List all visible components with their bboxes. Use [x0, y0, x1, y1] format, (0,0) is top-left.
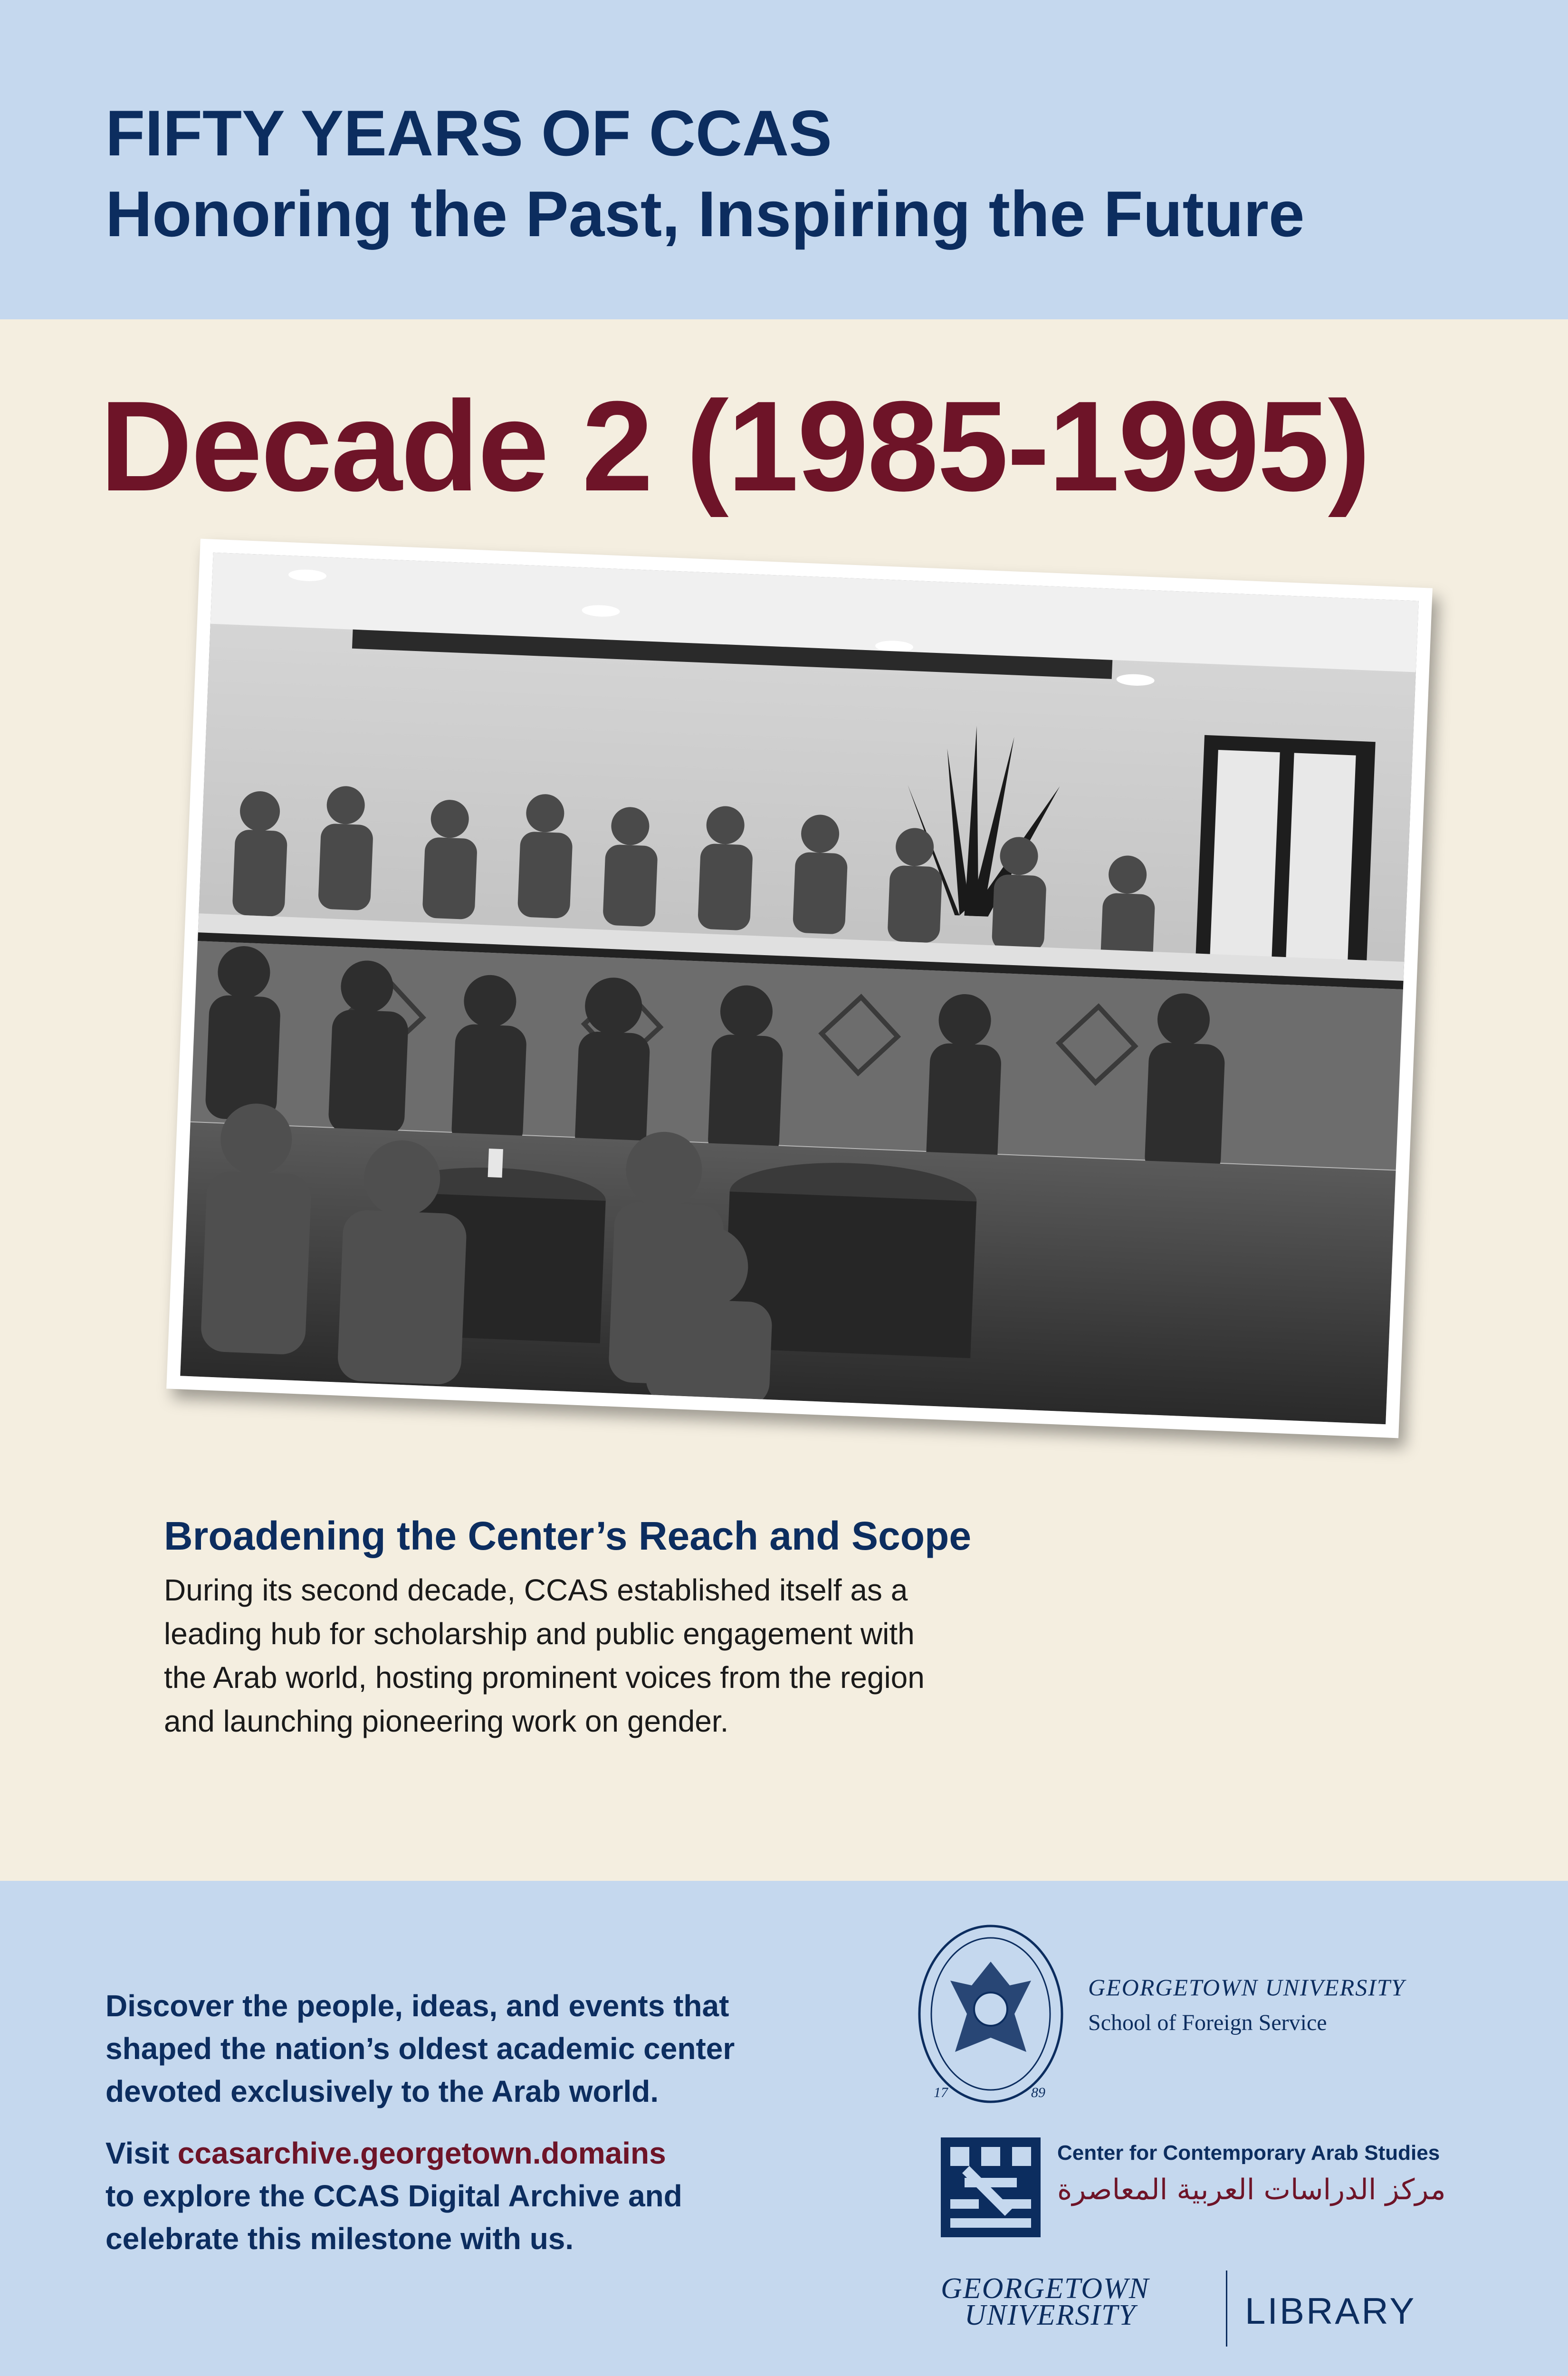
footer-visit-line: celebrate this milestone with us.: [105, 2222, 574, 2256]
sfs-name: School of Foreign Service: [1088, 2010, 1327, 2035]
footer-band: [0, 1881, 1568, 2376]
gu-sfs-logo: [1088, 1974, 1405, 2036]
seal-year-left: 17: [934, 2085, 948, 2100]
archival-group-photo: [180, 553, 1419, 1424]
ccas-logo-icon: [941, 2137, 1041, 2237]
footer-intro-line: Discover the people, ideas, and events that: [105, 1989, 729, 2023]
logo-divider: [1226, 2271, 1227, 2347]
archival-photo-frame: [166, 539, 1433, 1438]
ccas-arabic-name: مركز الدراسات العربية المعاصرة: [1057, 2173, 1446, 2206]
gu-library-logo: [941, 2272, 1416, 2332]
library-label: LIBRARY: [1245, 2290, 1416, 2332]
footer-visit-line: to explore the CCAS Digital Archive and: [105, 2179, 682, 2213]
visit-prefix: Visit: [105, 2136, 178, 2170]
poster-subtitle: Honoring the Past, Inspiring the Future: [105, 178, 1305, 250]
caption-line: the Arab world, hosting prominent voices from the region: [164, 1660, 925, 1695]
caption-body: [164, 1568, 1162, 1743]
georgetown-seal-icon: [912, 1919, 1069, 2109]
archive-link[interactable]: ccasarchive.georgetown.domains: [177, 2136, 666, 2170]
footer-intro-line: shaped the nation’s oldest academic center: [105, 2031, 735, 2066]
gu-name: GEORGETOWN UNIVERSITY: [1088, 1974, 1405, 2001]
caption-line: and launching pioneering work on gender.: [164, 1704, 729, 1738]
seal-year-right: 89: [1031, 2085, 1045, 2100]
ccas-name: Center for Contemporary Arab Studies: [1057, 2141, 1440, 2165]
header-band: [0, 0, 1568, 319]
caption-line: leading hub for scholarship and public engagement with: [164, 1617, 915, 1651]
gu-library-wordmark: [941, 2272, 1150, 2331]
decade-title: Decade 2 (1985-1995): [100, 375, 1369, 518]
visit-line: [105, 2132, 913, 2175]
gu-library-line2: UNIVERSITY: [965, 2299, 1136, 2331]
photo-illustration: [180, 553, 1419, 1424]
caption-line: During its second decade, CCAS established itself as a: [164, 1573, 908, 1607]
gu-library-line1: GEORGETOWN: [941, 2272, 1150, 2305]
poster-title: FIFTY YEARS OF CCAS: [105, 97, 832, 169]
caption-heading: Broadening the Center’s Reach and Scope: [164, 1514, 972, 1558]
footer-intro-line: devoted exclusively to the Arab world.: [105, 2074, 659, 2108]
footer-text: [105, 1984, 913, 2260]
